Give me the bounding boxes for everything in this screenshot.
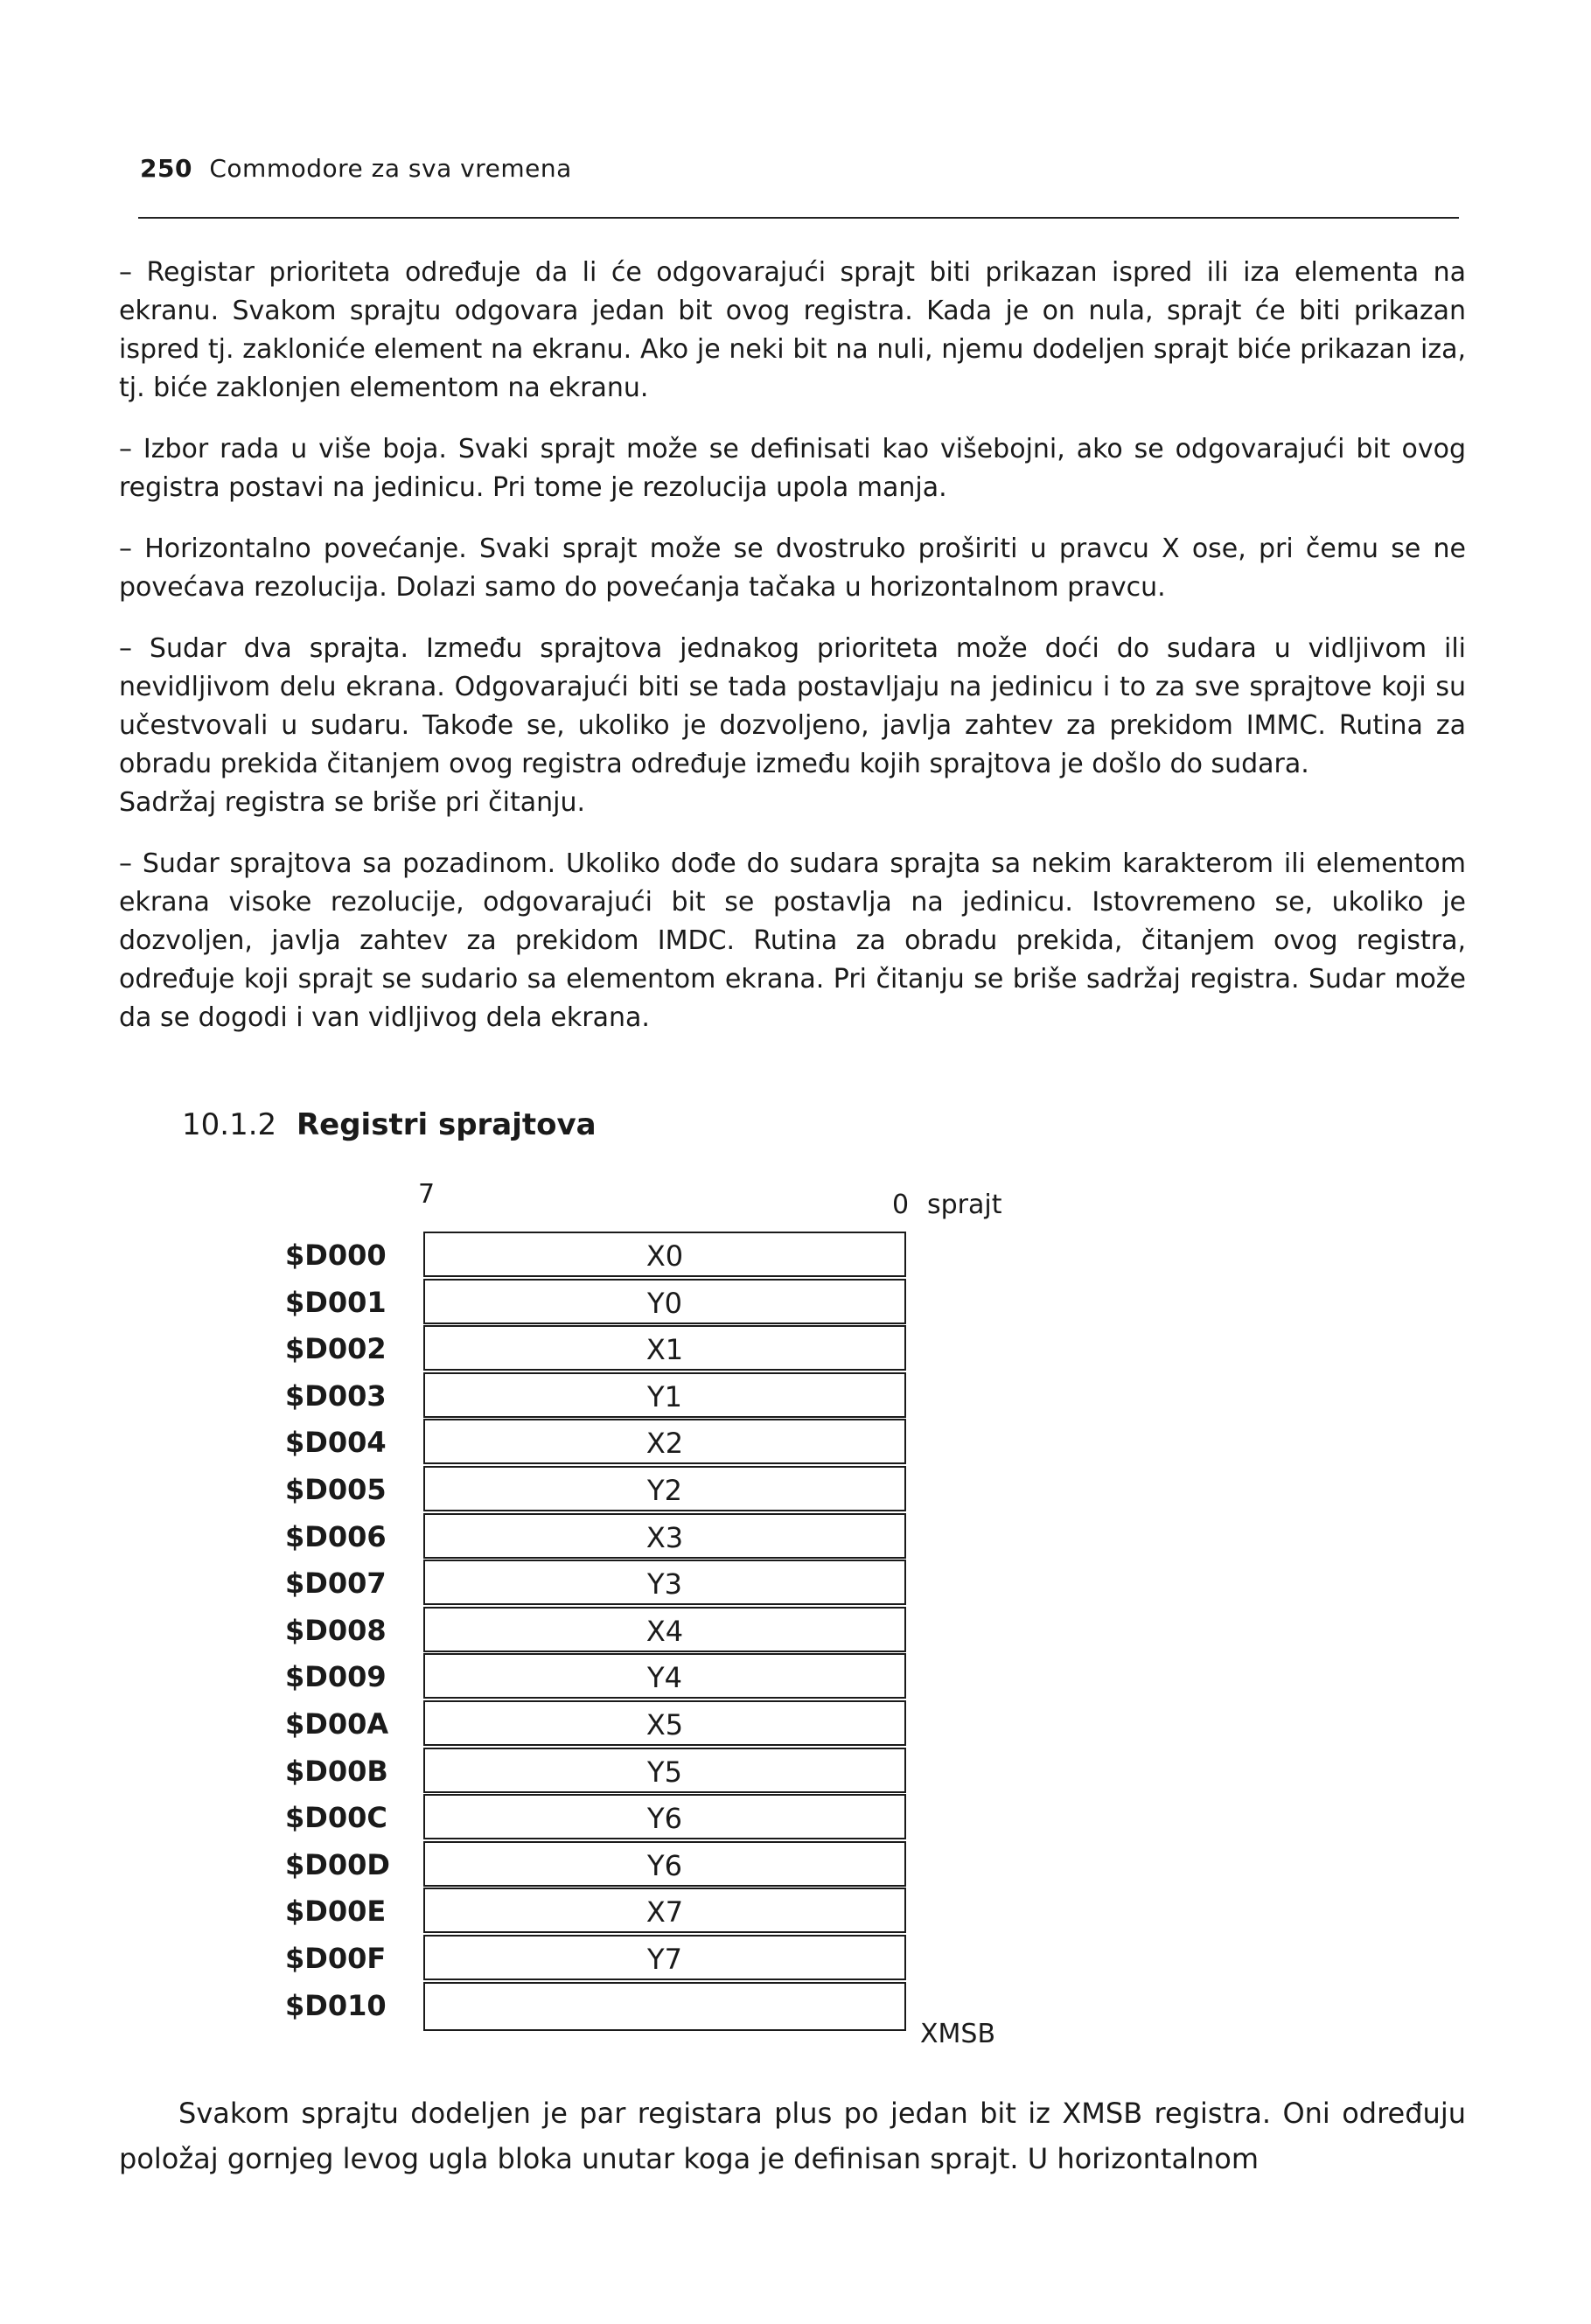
paragraph-multicolor: – Izbor rada u više boja. Svaki sprajt može se definisati kao višebojni, ako se odgovarajući bit ovog registra postavi na jedinicu. Pri tome je rezolucija upola manja. [119, 434, 1466, 503]
register-cell: Y2 [423, 1466, 906, 1511]
register-address: $D00F [285, 1942, 387, 1975]
register-cell: Y6 [423, 1841, 906, 1887]
bit-low-label: 0 [892, 1190, 910, 1220]
column-caption: sprajt [927, 1190, 1002, 1220]
register-cell: Y1 [423, 1372, 906, 1418]
page-number: 250 [140, 154, 192, 183]
register-address: $D010 [285, 1989, 387, 2022]
paragraph-register-pairs: Svakom sprajtu dodeljen je par registara plus po jedan bit iz XMSB registra. Oni određuju položaj gornjeg levog ugla bloka unutar koga je definisan sprajt. U horizontalnom [119, 2097, 1466, 2175]
register-cell: X2 [423, 1419, 906, 1464]
register-cell: Y6 [423, 1794, 906, 1839]
register-address: $D00A [285, 1707, 389, 1741]
running-title: Commodore za sva vremena [209, 154, 572, 183]
register-address: $D006 [285, 1520, 387, 1553]
register-cell [423, 1982, 906, 2031]
paragraph-background-collision: – Sudar sprajtova sa pozadinom. Ukoliko dođe do sudara sprajta sa nekim karakterom ili elementom ekrana visoke rezolucije, odgovarajući bit se postavlja na jedinicu. Istovremeno se, ukoliko je dozvoljen, javlja zahtev za prekidom IMDC. Rutina za obradu prekida, čitanjem ovog registra, određuje koji sprajt se sudario sa elementom ekrana. Pri čitanju se briše sadržaj registra. Sudar može da se dogodi i van vidljivog dela ekrana. [119, 848, 1466, 1033]
register-cell: X5 [423, 1700, 906, 1746]
paragraph-horizontal-expansion: – Horizontalno povećanje. Svaki sprajt može se dvostruko proširiti u pravcu X ose, pri čemu se ne povećava rezolucija. Dolazi samo do povećanja tačaka u horizontalnom pravcu. [119, 534, 1466, 603]
register-cell: X0 [423, 1232, 906, 1277]
register-address: $D008 [285, 1614, 387, 1647]
paragraph-priority-register: – Registar prioriteta određuje da li će odgovarajući sprajt biti prikazan ispred ili iza elementa na ekranu. Svakom sprajtu odgovara jedan bit ovog registra. Kada je on nula, sprajt će biti prikazan ispred tj. zakloniće element na ekranu. Ako je neki bit na nuli, njemu dodeljen sprajt biće prikazan iza, tj. biće zaklonjen elementom na ekranu. [119, 257, 1466, 403]
register-cell: Y5 [423, 1748, 906, 1793]
register-address: $D009 [285, 1660, 387, 1693]
register-cell: Y3 [423, 1560, 906, 1605]
section-title: Registri sprajtova [296, 1107, 597, 1142]
register-address: $D001 [285, 1286, 387, 1319]
xmsb-caption: XMSB [920, 2019, 996, 2049]
register-address: $D002 [285, 1332, 387, 1365]
bit-high-label: 7 [418, 1179, 436, 1210]
register-cell: X4 [423, 1607, 906, 1652]
register-address: $D007 [285, 1567, 387, 1600]
register-address: $D00C [285, 1801, 387, 1834]
register-address: $D004 [285, 1426, 387, 1459]
register-cell: X1 [423, 1325, 906, 1371]
register-address: $D000 [285, 1239, 387, 1272]
register-cell: X3 [423, 1513, 906, 1559]
register-address: $D005 [285, 1473, 387, 1506]
section-number: 10.1.2 [182, 1107, 277, 1142]
register-cell: X7 [423, 1888, 906, 1933]
paragraph-register-cleared: Sadržaj registra se briše pri čitanju. [119, 787, 586, 818]
paragraph-sprite-collision: – Sudar dva sprajta. Između sprajtova jednakog prioriteta može doći do sudara u vidljivom ili nevidljivom delu ekrana. Odgovarajući biti se tada postavljaju na jedinicu i to za sve sprajtove koji su učestvovali u sudaru. Takođe se, ukoliko je dozvoljeno, javlja zahtev za prekidom IMMC. Rutina za obradu prekida čitanjem ovog registra određuje između kojih sprajtova je došlo do sudara. [119, 633, 1466, 779]
register-address: $D003 [285, 1379, 387, 1413]
footer-text [119, 2090, 1466, 2181]
register-cell: Y7 [423, 1935, 906, 1980]
register-cell: Y0 [423, 1279, 906, 1324]
register-address: $D00D [285, 1848, 390, 1881]
register-cell: Y4 [423, 1653, 906, 1699]
register-address: $D00B [285, 1755, 388, 1788]
register-address: $D00E [285, 1895, 387, 1928]
